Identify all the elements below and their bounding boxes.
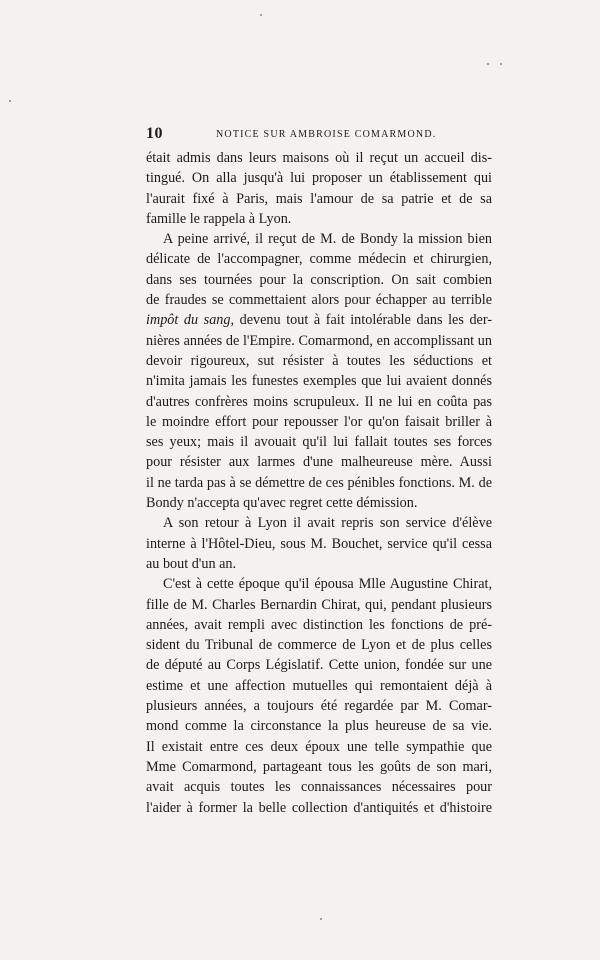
- paper-speck: [500, 63, 502, 65]
- text-line: il ne tarda pas à se démettre de ces pénibles fonctions. M. de: [146, 474, 492, 491]
- text-line: n'imita jamais les funestes exemples que lui avaient donnés: [146, 373, 492, 390]
- text-line: dans ses tournées pour la conscription. On sait combien: [146, 271, 492, 288]
- text-line: d'autres confrères moins scrupuleux. Il ne lui en coûta pas: [146, 393, 492, 410]
- text-line: famille le rappela à Lyon.: [146, 210, 292, 227]
- text-line: interne à l'Hôtel-Dieu, sous M. Bouchet, service qu'il cessa: [146, 535, 492, 552]
- text-line: années, avait rempli avec distinction les fonctions de pré-: [146, 616, 492, 633]
- text-line: l'aider à former la belle collection d'antiquités et d'histoire: [146, 799, 492, 816]
- text-line: était admis dans leurs maisons où il reçut un accueil dis-: [146, 150, 492, 166]
- text-line: fille de M. Charles Bernardin Chirat, qui, pendant plusieurs: [146, 596, 492, 613]
- text-line: devoir rigoureux, sut résister à toutes les séductions et: [146, 352, 492, 369]
- text-line-rest: , devenu tout à fait intolérable dans les der-: [230, 312, 492, 329]
- text-line: avait acquis toutes les connaissances nécessaires pour: [146, 779, 492, 796]
- text-line: estime et une affection mutuelles qui remontaient déjà à: [146, 677, 492, 694]
- text-line: plusieurs années, a toujours été regardée par M. Comar-: [146, 698, 492, 715]
- text-line: nières années de l'Empire. Comarmond, en accomplissant un: [146, 332, 492, 349]
- paper-speck: [260, 14, 262, 16]
- paper-speck: [487, 63, 489, 65]
- italic-phrase: impôt du sang: [146, 312, 231, 329]
- page-number: 10: [146, 125, 163, 142]
- text-line: A son retour à Lyon il avait repris son service d'élève: [163, 515, 492, 532]
- text-line: A peine arrivé, il reçut de M. de Bondy la mission bien: [163, 231, 492, 248]
- page-header: [146, 125, 492, 145]
- text-line: Mme Comarmond, partageant tous les goûts de son mari,: [146, 758, 492, 775]
- text-line: de député au Corps Législatif. Cette union, fondée sur une: [146, 657, 492, 674]
- text-line: Il existait entre ces deux époux une telle sympathie que: [146, 738, 492, 755]
- paper-speck: [9, 100, 11, 102]
- text-line: de fraudes se commettaient alors pour échapper au terrible: [146, 292, 492, 309]
- text-line: tingué. On alla jusqu'à lui proposer un établissement qui: [146, 170, 492, 187]
- text-line: sident du Tribunal de commerce de Lyon et de plus celles: [146, 637, 492, 654]
- text-line: le moindre effort pour repousser l'or qu'on faisait briller à: [146, 413, 492, 430]
- body-text: [146, 148, 492, 818]
- text-line: Bondy n'accepta qu'avec regret cette démission.: [146, 495, 418, 512]
- text-line: C'est à cette époque qu'il épousa Mlle Augustine Chirat,: [163, 576, 492, 593]
- text-line: délicate de l'accompagner, comme médecin et chirurgien,: [146, 251, 492, 268]
- text-line: au bout d'un an.: [146, 555, 237, 572]
- text-line: mond comme la circonstance la plus heureuse de sa vie.: [146, 718, 492, 735]
- running-title: NOTICE SUR AMBROISE COMARMOND.: [216, 129, 437, 140]
- text-line: l'aurait fixé à Paris, mais l'amour de sa patrie et de sa: [146, 190, 492, 207]
- text-line-italic: [146, 310, 492, 330]
- text-line: ses yeux; mais il avouait qu'il lui fallait toutes ses forces: [146, 434, 492, 451]
- paper-speck: [320, 918, 322, 920]
- text-line: pour résister aux larmes d'une malheureuse mère. Aussi: [146, 454, 492, 471]
